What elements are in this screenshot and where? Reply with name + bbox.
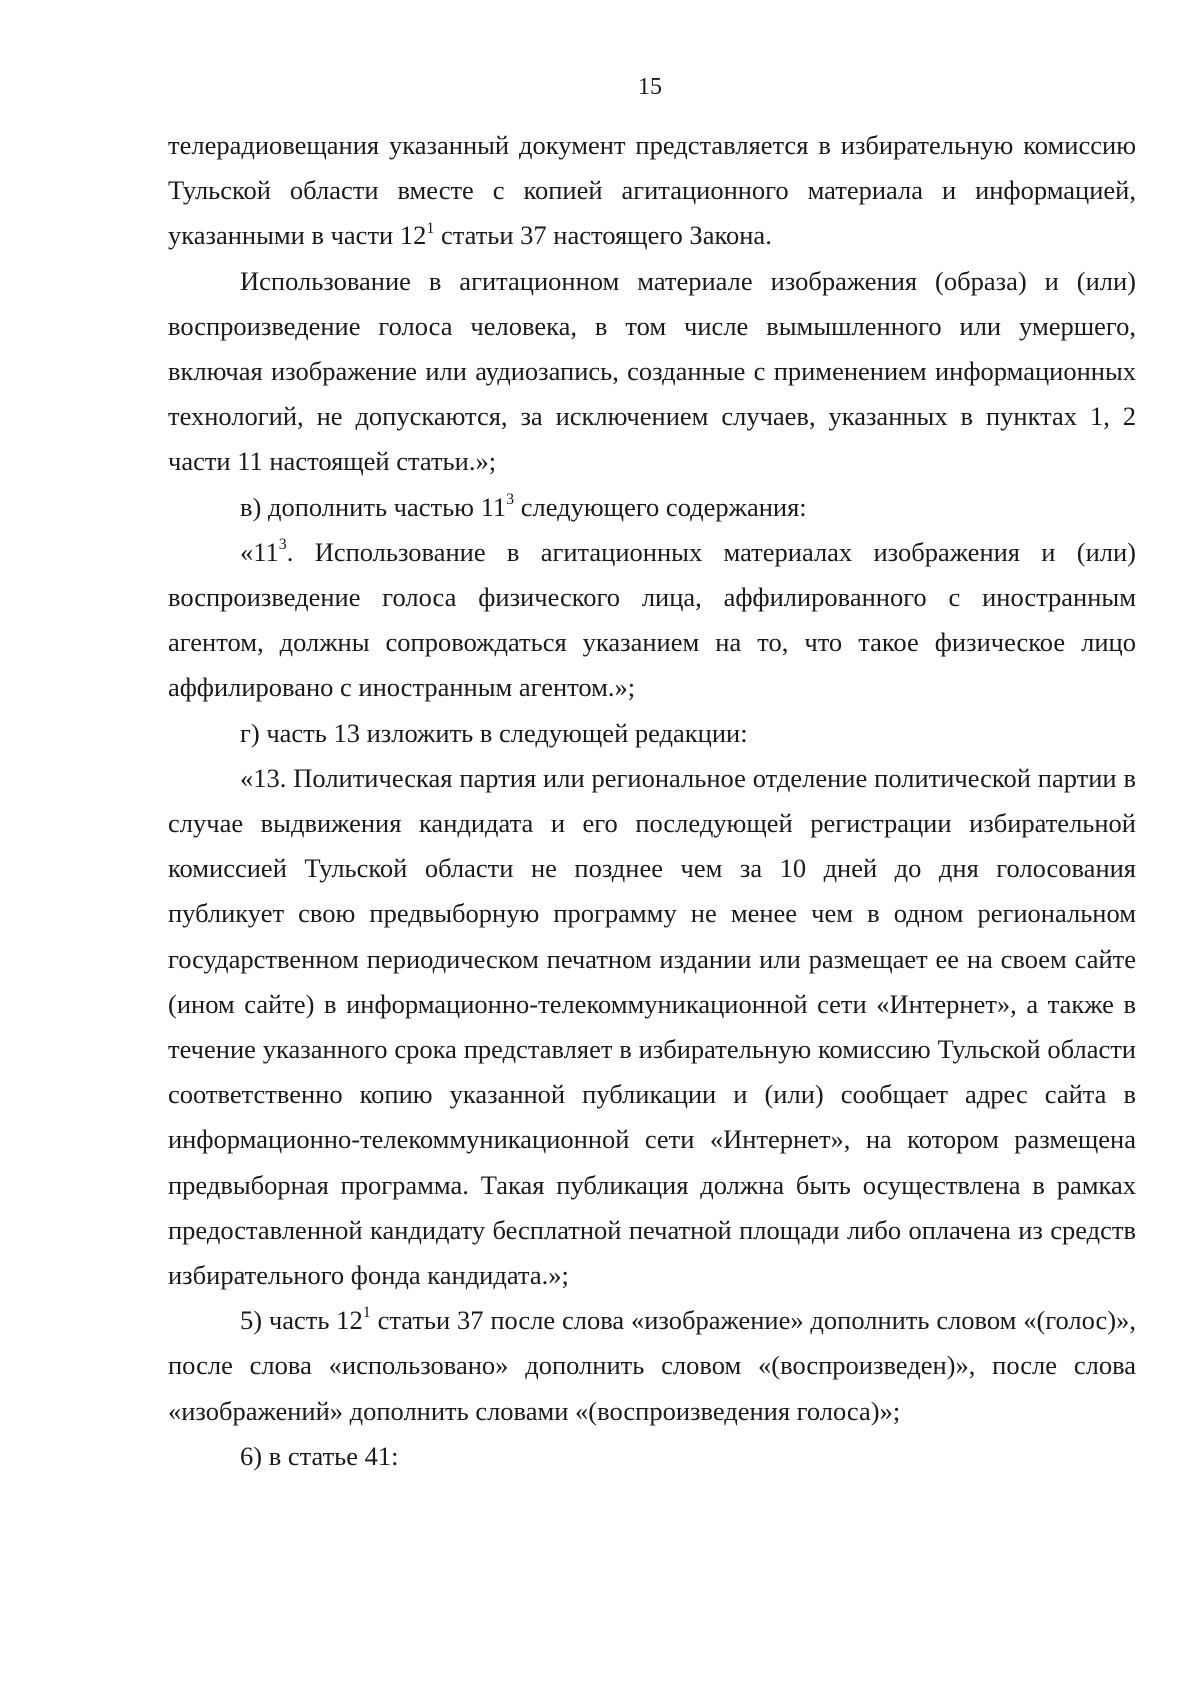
paragraph-part-11-3 (168, 530, 1136, 711)
paragraph-image-usage: Использование в агитационном материале изображения (образа) и (или) воспроизведение голоса человека, в том числе вымышленного или умершего, включая изображение или аудиозапись, созданные с применением информационных технологий, не допускаются, за исключением случаев, указанных в пунктах 1, 2 части 11 настоящей статьи.»; (168, 265, 1136, 477)
paragraph-text: следующего содержания: (514, 491, 807, 522)
paragraph-continuation (168, 123, 1136, 259)
paragraph-text: статьи 37 после слова «изображение» дополнить словом «(голос)», после слова «использовано» дополнить словом «(воспроизведен)», после слова «изображений» дополнить словами «(воспроизведения голоса)»; (168, 1305, 1137, 1426)
superscript: 1 (426, 219, 435, 237)
superscript: 1 (362, 1304, 371, 1322)
paragraph-text: «11 (240, 536, 279, 567)
superscript: 3 (278, 536, 287, 553)
paragraph-item-v (168, 485, 1136, 530)
paragraph-text: . Использование в агитационных материалах изображения и (или) воспроизведение голоса физического лица, аффилированного с иностранным агентом, должны сопровождаться указанием на то, что такое физическое лицо аффилировано с иностранным агентом.»; (168, 536, 1136, 703)
paragraph-item-6: 6) в статье 41: (240, 1440, 399, 1471)
paragraph-text: статьи 37 настоящего Закона. (434, 220, 772, 251)
paragraph-item-5 (168, 1298, 1136, 1434)
paragraph-part-13: «13. Политическая партия или региональное отделение политической партии в случае выдвижения кандидата и его последующей регистрации избирательной комиссией Тульской области не позднее чем за 10 дней до дня голосования публикует свою предвыборную программу не менее чем в одном региональном государственном периодическом печатном издании или размещает ее на своем сайте (ином сайте) в информационно-телекоммуникационной сети «Интернет», а также в течение указанного срока представляет в избирательную комиссию Тульской области соответственно копию указанной публикации и (или) сообщает адрес сайта в информационно-телекоммуникационной сети «Интернет», на котором размещена предвыборная программа. Такая публикация должна быть осуществлена в рамках предоставленной кандидату бесплатной печатной площади либо оплачена из средств избирательного фонда кандидата.»; (168, 762, 1136, 1291)
paragraph-text: телерадиовещания указанный документ представляется в избирательную комиссию Тульской области вместе с копией агитационного материала и информацией, указанными в части 12 (168, 130, 1136, 251)
page-number: 15 (638, 74, 662, 100)
superscript: 3 (506, 490, 515, 508)
paragraph-text: 5) часть 12 (240, 1305, 363, 1336)
paragraph-item-g: г) часть 13 изложить в следующей редакции: (240, 717, 748, 748)
paragraph-text: в) дополнить частью 11 (240, 491, 507, 522)
document-body (168, 123, 1136, 1479)
